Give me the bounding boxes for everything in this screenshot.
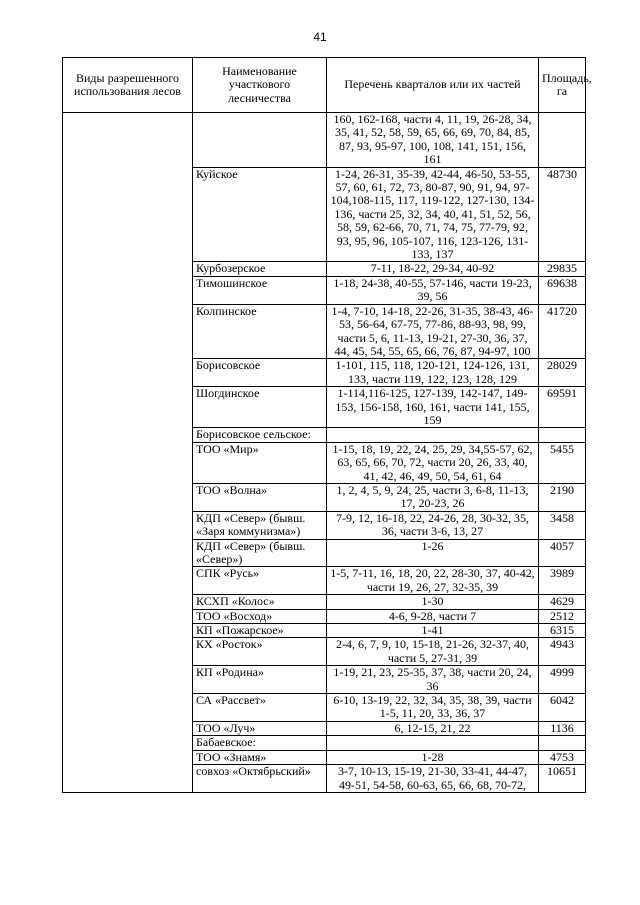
quarter-list-cell: 1-18, 24-38, 40-55, 57-146, части 19-23, 39, 56 [327,276,539,304]
area-cell: 6315 [539,624,586,638]
forestry-name-cell: КХ «Росток» [193,638,327,666]
area-cell: 41720 [539,304,586,359]
quarter-list-cell [327,736,539,750]
area-cell [539,428,586,442]
forestry-name-cell: КСХП «Колос» [193,595,327,609]
header-forestry-name: Наименование участкового лесничества [193,58,327,113]
forestry-name-cell: ТОО «Луч» [193,721,327,735]
header-quarter-list: Перечень кварталов или их частей [327,58,539,113]
area-cell: 4753 [539,750,586,764]
area-cell: 48730 [539,167,586,262]
quarter-list-cell: 6-10, 13-19, 22, 32, 34, 35, 38, 39, части 1-5, 11, 20, 33, 36, 37 [327,694,539,722]
area-cell: 1136 [539,721,586,735]
page-number: 41 [313,30,327,44]
area-cell: 28029 [539,359,586,387]
header-area: Площадь, га [539,58,586,113]
area-cell: 6042 [539,694,586,722]
quarter-list-cell: 1-41 [327,624,539,638]
area-cell: 4943 [539,638,586,666]
forestry-name-cell: Бабаевское: [193,736,327,750]
forestry-name-cell: ТОО «Волна» [193,483,327,511]
forestry-name-cell: КДП «Север» (бывш. «Заря коммунизма») [193,511,327,539]
forestry-name-cell: Колпинское [193,304,327,359]
forestry-name-cell: СА «Рассвет» [193,694,327,722]
forestry-name-cell: КДП «Север» (бывш. «Север») [193,539,327,567]
quarter-list-cell: 2-4, 6, 7, 9, 10, 15-18, 21-26, 32-37, 40, части 5, 27-31, 39 [327,638,539,666]
quarter-list-cell: 1-5, 7-11, 16, 18, 20, 22, 28-30, 37, 40-42, части 19, 26, 27, 32-35, 39 [327,567,539,595]
quarter-list-cell: 1-4, 7-10, 14-18, 22-26, 31-35, 38-43, 46-53, 56-64, 67-75, 77-86, 88-93, 98, 99, части 5, 6, 11-13, 19-21, 27-30, 36, 37, 44, 45, 54, 55, 65, 66, 76, 87, 94-97, 100 [327,304,539,359]
forestry-name-cell [193,113,327,168]
table-header-row [63,58,586,113]
quarter-list-cell: 4-6, 9-28, части 7 [327,609,539,623]
forestry-name-cell: Борисовское [193,359,327,387]
quarter-list-cell: 6, 12-15, 21, 22 [327,721,539,735]
forest-use-table [62,57,592,793]
quarter-list-cell: 1-26 [327,539,539,567]
area-cell: 3989 [539,567,586,595]
quarter-list-cell: 1-28 [327,750,539,764]
forestry-name-cell: СПК «Русь» [193,567,327,595]
forestry-name-cell: ТОО «Восход» [193,609,327,623]
table-row [63,113,586,168]
forestry-name-cell: КП «Родина» [193,666,327,694]
quarter-list-cell: 3-7, 10-13, 15-19, 21-30, 33-41, 44-47, 49-51, 54-58, 60-63, 65, 66, 68, 70-72, [327,765,539,793]
area-cell: 69638 [539,276,586,304]
area-cell: 4999 [539,666,586,694]
area-cell: 29835 [539,262,586,276]
area-cell: 2190 [539,483,586,511]
quarter-list-cell: 7-9, 12, 16-18, 22, 24-26, 28, 30-32, 35, 36, части 3-6, 13, 27 [327,511,539,539]
forestry-name-cell: Борисовское сельское: [193,428,327,442]
quarter-list-cell: 1-101, 115, 118, 120-121, 124-126, 131, 133, части 119, 122, 123, 128, 129 [327,359,539,387]
forestry-name-cell: ТОО «Знамя» [193,750,327,764]
forestry-name-cell: совхоз «Октябрьский» [193,765,327,793]
area-cell [539,736,586,750]
quarter-list-cell: 1-15, 18, 19, 22, 24, 25, 29, 34,55-57, 62, 63, 65, 66, 70, 72, части 20, 26, 33, 40, 41, 42, 46, 49, 50, 54, 61, 64 [327,442,539,483]
area-cell: 69591 [539,387,586,428]
area-cell: 2512 [539,609,586,623]
quarter-list-cell: 7-11, 18-22, 29-34, 40-92 [327,262,539,276]
area-cell: 3458 [539,511,586,539]
quarter-list-cell: 1-24, 26-31, 35-39, 42-44, 46-50, 53-55, 57, 60, 61, 72, 73, 80-87, 90, 91, 94, 97-104,108-115, 117, 119-122, 127-130, 134-136, части 25, 32, 34, 40, 41, 51, 52, 56, 58, 59, 62-66, 70, 71, 74, 75, 77-79, 92, 93, 95, 96, 105-107, 116, 123-126, 131-133, 137 [327,167,539,262]
forestry-name-cell: КП «Пожарское» [193,624,327,638]
quarter-list-cell: 1-19, 21, 23, 25-35, 37, 38, части 20, 24, 36 [327,666,539,694]
header-use-type: Виды разрешенного использования лесов [63,58,193,113]
quarter-list-cell [327,428,539,442]
forestry-name-cell: Тимошинское [193,276,327,304]
area-cell: 4629 [539,595,586,609]
quarter-list-cell: 1, 2, 4, 5, 9, 24, 25, части 3, 6-8, 11-13, 17, 20-23, 26 [327,483,539,511]
quarter-list-cell: 1-30 [327,595,539,609]
forestry-name-cell: ТОО «Мир» [193,442,327,483]
forestry-name-cell: Куйское [193,167,327,262]
forestry-name-cell: Шогдинское [193,387,327,428]
area-cell [539,113,586,168]
area-cell: 4057 [539,539,586,567]
use-type-cell [63,113,193,793]
forestry-name-cell: Курбозерское [193,262,327,276]
quarter-list-cell: 1-114,116-125, 127-139, 142-147, 149-153, 156-158, 160, 161, части 141, 155, 159 [327,387,539,428]
quarter-list-cell: 160, 162-168, части 4, 11, 19, 26-28, 34, 35, 41, 52, 58, 59, 65, 66, 69, 70, 84, 85, 87, 93, 95-97, 100, 108, 141, 151, 156, 161 [327,113,539,168]
area-cell: 10651 [539,765,586,793]
area-cell: 5455 [539,442,586,483]
